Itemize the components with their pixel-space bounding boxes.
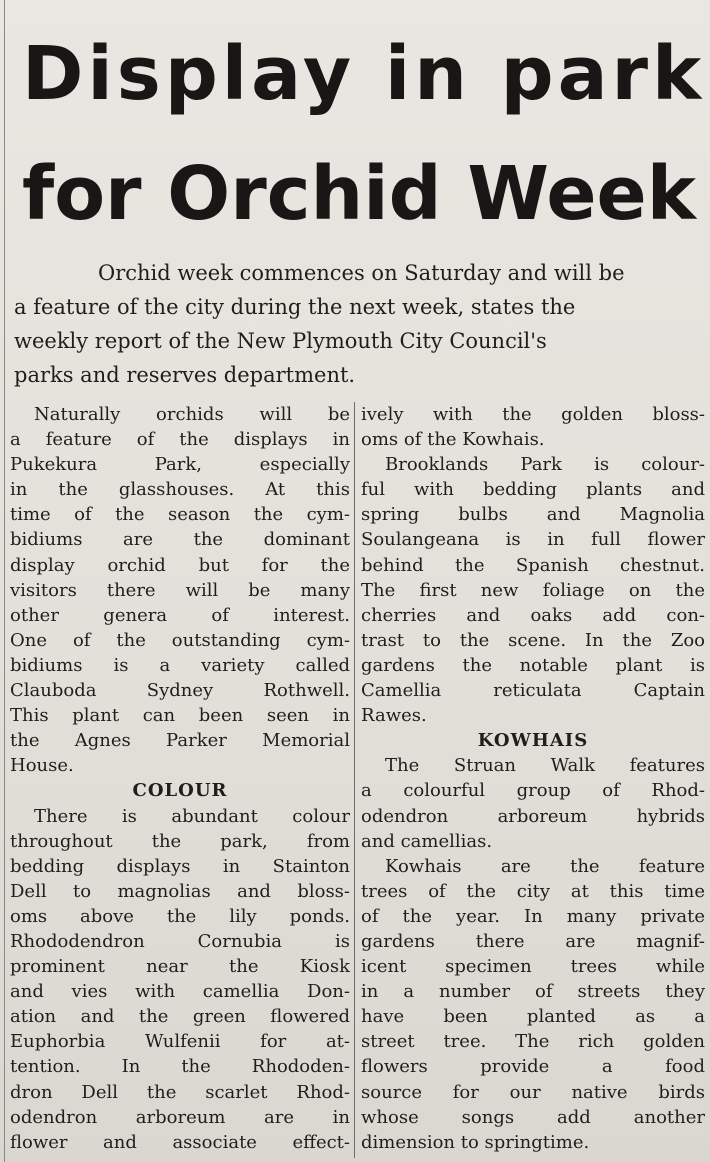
body-line: a colourful group of Rhod- [361, 780, 705, 802]
body-line: gardens there are magnif- [361, 930, 705, 952]
body-line: prominent near the Kiosk [10, 956, 350, 978]
body-line: in the glasshouses. At this [10, 479, 350, 501]
lede-line: Orchid week commences on Saturday and will be [98, 261, 625, 285]
body-line: trees of the city at this time [361, 880, 705, 902]
section-subhead: KOWHAIS [477, 730, 589, 752]
body-line: Brooklands Park is colour- [385, 454, 705, 476]
body-line: other genera of interest. [10, 604, 350, 626]
lede-line: a feature of the city during the next week, states the [14, 295, 576, 319]
body-line: and camellias. [361, 830, 493, 852]
body-line: cherries and oaks add con- [361, 604, 705, 626]
body-line: street tree. The rich golden [361, 1031, 705, 1053]
body-line: Rawes. [361, 705, 427, 727]
column-rule-left [4, 0, 5, 1162]
body-line: whose songs add another [361, 1106, 705, 1128]
column-divider [354, 402, 355, 1158]
body-line: bidiums is a variety called [10, 654, 350, 676]
headline [22, 14, 708, 254]
body-line: bedding displays in Stainton [10, 855, 350, 877]
body-line: tention. In the Rhododen- [10, 1056, 350, 1078]
body-column-right [361, 402, 705, 1155]
body-line: Soulangeana is in full flower [361, 529, 705, 551]
body-line: source for our native birds [361, 1081, 705, 1103]
body-line: throughout the park, from [10, 830, 350, 852]
lede-line: weekly report of the New Plymouth City Council's [14, 329, 547, 353]
body-line: a feature of the displays in [10, 429, 350, 451]
body-line: and vies with camellia Don- [10, 981, 350, 1003]
body-line: oms above the lily ponds. [10, 905, 350, 927]
body-line: odendron arboreum hybrids [361, 805, 705, 827]
body-line: House. [10, 755, 74, 777]
body-line: The first new foliage on the [361, 579, 705, 601]
body-line: The Struan Walk features [385, 755, 705, 777]
body-column-left [10, 402, 350, 1155]
body-line: flower and associate effect- [10, 1131, 350, 1153]
body-line: Rhododendron Cornubia is [10, 930, 350, 952]
body-line: One of the outstanding cym- [10, 629, 350, 651]
lede-line: parks and reserves department. [14, 363, 356, 387]
body-line: Camellia reticulata Captain [361, 680, 705, 702]
body-line: trast to the scene. In the Zoo [361, 629, 705, 651]
body-line: of the year. In many private [361, 905, 705, 927]
body-line: flowers provide a food [361, 1056, 705, 1078]
body-line: odendron arboreum are in [10, 1106, 350, 1128]
body-line: ful with bedding plants and [361, 479, 705, 501]
body-line: Euphorbia Wulfenii for at- [10, 1031, 350, 1053]
body-line: behind the Spanish chestnut. [361, 554, 705, 576]
body-line: There is abundant colour [34, 805, 350, 827]
headline-line: Display in park [22, 31, 706, 117]
section-subhead: COLOUR [132, 780, 228, 802]
body-line: Kowhais are the feature [385, 855, 705, 877]
body-line: in a number of streets they [361, 981, 705, 1003]
body-line: ively with the golden bloss- [361, 404, 705, 425]
body-line: spring bulbs and Magnolia [361, 504, 705, 526]
body-line: Pukekura Park, especially [10, 454, 350, 476]
body-line: bidiums are the dominant [10, 529, 350, 551]
body-line: dron Dell the scarlet Rhod- [10, 1081, 350, 1103]
body-line: gardens the notable plant is [361, 654, 705, 676]
body-line: display orchid but for the [10, 554, 350, 576]
body-line: time of the season the cym- [10, 504, 350, 526]
lede-paragraph [14, 256, 704, 392]
body-line: Naturally orchids will be [34, 404, 350, 425]
body-line: have been planted as a [361, 1006, 705, 1028]
body-line: This plant can been seen in [10, 705, 350, 727]
body-line: oms of the Kowhais. [361, 429, 545, 451]
body-line: the Agnes Parker Memorial [10, 730, 350, 752]
body-line: Clauboda Sydney Rothwell. [10, 680, 350, 702]
body-line: Dell to magnolias and bloss- [10, 880, 350, 902]
body-line: visitors there will be many [10, 579, 350, 601]
headline-line: for Orchid Week [22, 151, 696, 237]
body-line: icent specimen trees while [361, 956, 705, 978]
body-line: dimension to springtime. [361, 1131, 590, 1153]
body-line: ation and the green flowered [10, 1006, 350, 1028]
